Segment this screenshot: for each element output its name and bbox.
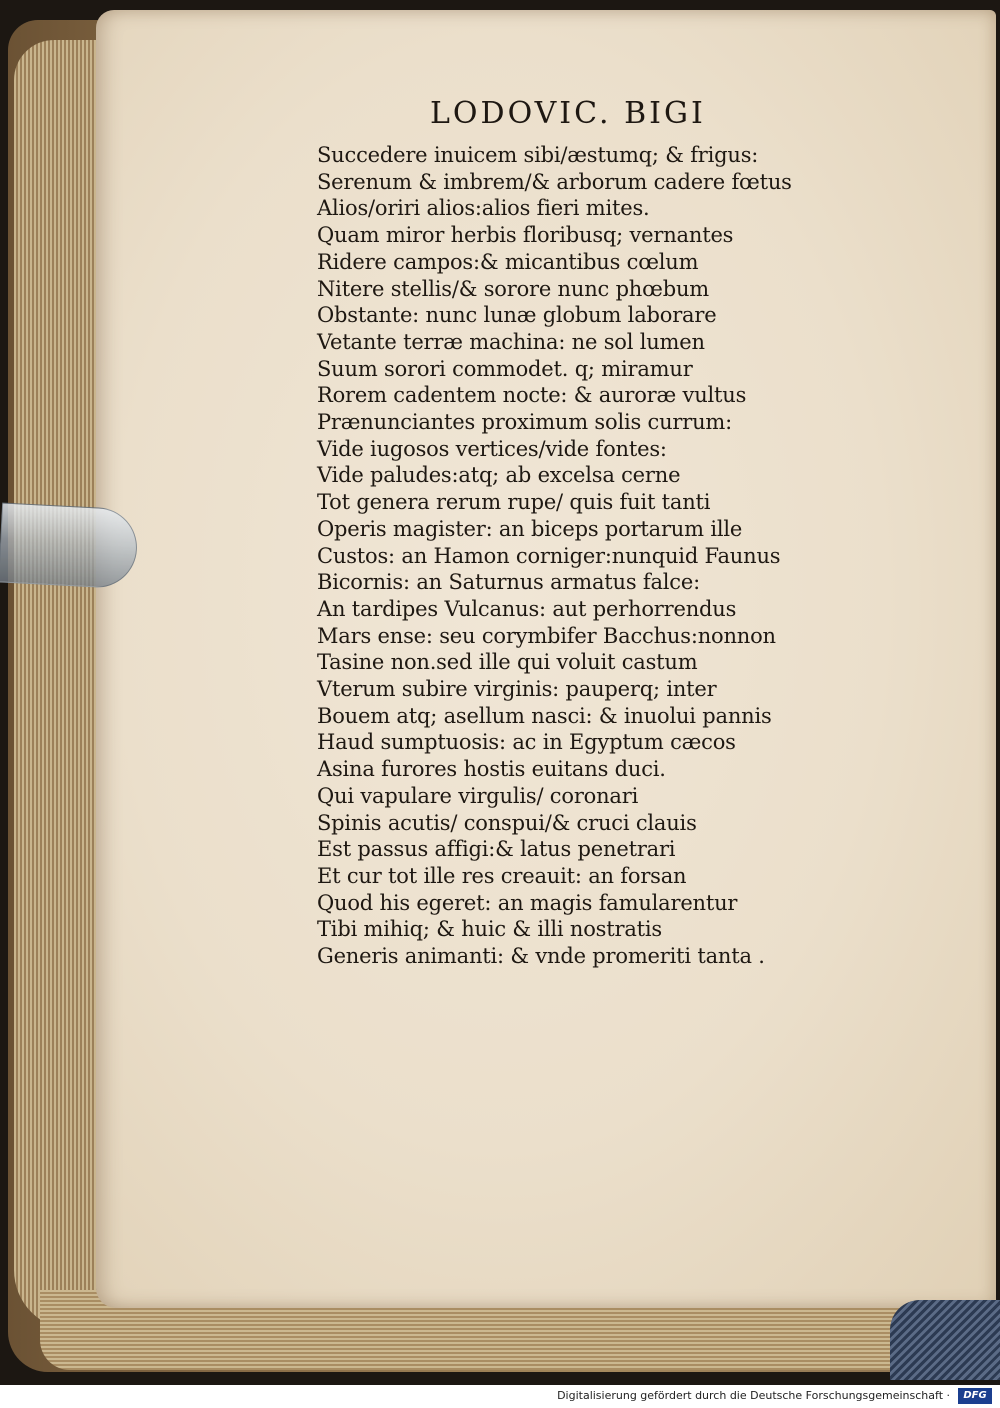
bookmark-strip xyxy=(0,502,139,589)
verse-line: Operis magister: an biceps portarum ille xyxy=(317,516,743,541)
verse-line: Succedere inuicem sibi/æstumq; & frigus: xyxy=(317,143,759,167)
verse-line: Tibi mihiq; & huic & illi nostratis xyxy=(317,917,662,942)
funding-notice: Digitalisierung gefördert durch die Deutsche Forschungsgemeinschaft · xyxy=(557,1389,950,1402)
verse-line: Suum sorori commodet. q; miramur xyxy=(317,356,693,381)
verse-line: Et cur tot ille res creauit: an forsan xyxy=(317,863,687,888)
verse-line: Vterum subire virginis: pauperq; inter xyxy=(317,677,717,702)
verse-line: Ridere campos:& micantibus cœlum xyxy=(317,249,699,274)
verse-line: Est passus affigi:& latus penetrari xyxy=(317,837,676,862)
verse-line: Nitere stellis/& sorore nunc phœbum xyxy=(317,276,709,301)
verse-line: Tot genera rerum rupe/ quis fuit tanti xyxy=(317,490,711,515)
verse-line: Asina furores hostis euitans duci. xyxy=(317,757,666,782)
verse-line: Spinis acutis/ conspui/& cruci clauis xyxy=(317,810,697,835)
verse-line: Prænunciantes proximum solis currum: xyxy=(317,410,733,435)
verse-line: Qui vapulare virgulis/ coronari xyxy=(317,783,639,808)
cloth-corner xyxy=(890,1300,1000,1380)
verse-line: Serenum & imbrem/& arborum cadere fœtus xyxy=(317,169,792,194)
verse-line: Bicornis: an Saturnus armatus falce: xyxy=(317,570,700,595)
footer-bar xyxy=(0,1385,1000,1408)
running-header: LODOVIC. BIGI xyxy=(430,96,706,131)
verse-line: Quod his egeret: an magis famularentur xyxy=(317,890,738,915)
verse-text-block xyxy=(317,142,837,970)
verse-line: Haud sumptuosis: ac in Egyptum cæcos xyxy=(317,730,736,755)
verse-line: Rorem cadentem nocte: & auroræ vultus xyxy=(317,383,747,408)
verse-line: Vide paludes:atq; ab excelsa cerne xyxy=(317,463,681,488)
verse-line: Alios/oriri alios:alios fieri mites. xyxy=(317,196,650,221)
verse-line: Vetante terræ machina: ne sol lumen xyxy=(317,329,705,354)
dfg-logo: DFG xyxy=(958,1388,992,1404)
verse-line: Mars ense: seu corymbifer Bacchus:nonnon xyxy=(317,623,776,648)
verse-line: Quam miror herbis floribusq; vernantes xyxy=(317,223,734,248)
verse-line: Bouem atq; asellum nasci: & inuolui pannis xyxy=(317,703,772,728)
page-stack-left xyxy=(14,40,104,1330)
verse-line: Vide iugosos vertices/vide fontes: xyxy=(317,436,667,461)
verse-line: Obstante: nunc lunæ globum laborare xyxy=(317,303,717,328)
verse-line: Generis animanti: & vnde promeriti tanta . xyxy=(317,944,765,969)
verse-line: An tardipes Vulcanus: aut perhorrendus xyxy=(317,596,737,621)
verse-line: Tasine non.sed ille qui voluit castum xyxy=(317,650,698,675)
verse-line: Custos: an Hamon corniger:nunquid Faunus xyxy=(317,543,781,568)
